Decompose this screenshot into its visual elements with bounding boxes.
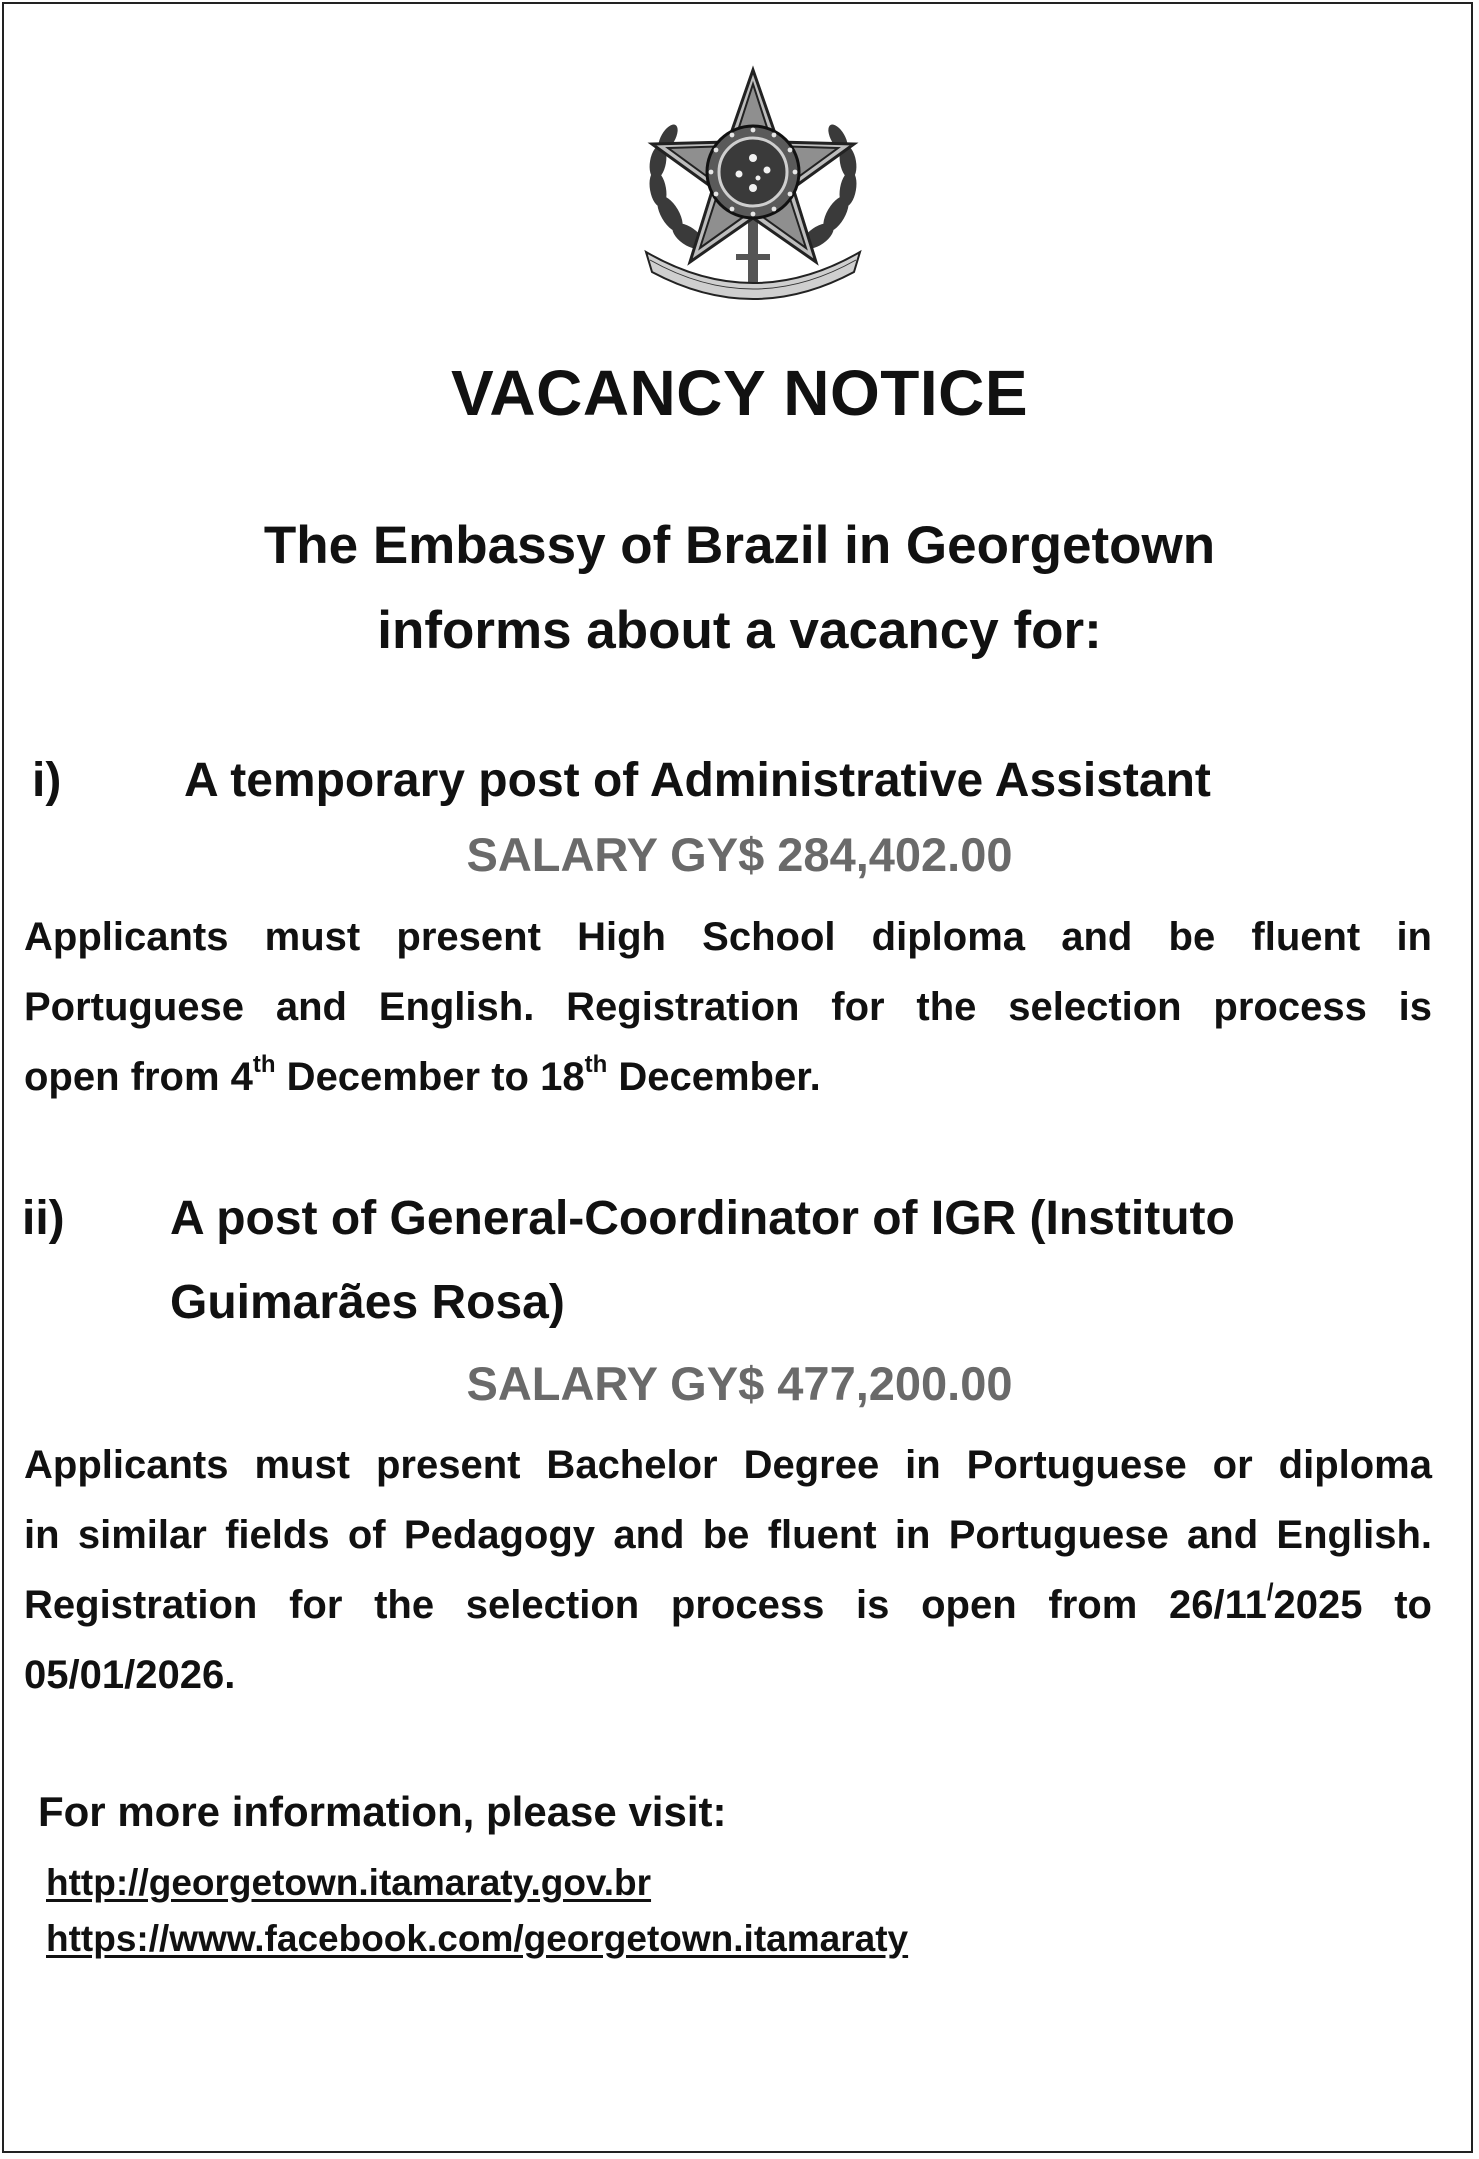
vacancy-1-salary: SALARY GY$ 284,402.00: [466, 828, 1013, 881]
notice-subtitle-line1: The Embassy of Brazil in Georgetown: [263, 516, 1216, 575]
notice-title: VACANCY NOTICE: [450, 357, 1029, 429]
vacancy-2-number: ii): [22, 1192, 65, 1245]
vacancy-1-post-title: A temporary post of Administrative Assistant: [184, 754, 1211, 807]
more-info-heading: For more information, please visit:: [38, 1788, 727, 1835]
itamaraty-website-link[interactable]: http://georgetown.itamaraty.gov.br: [46, 1862, 652, 1903]
vacancy-1-requirements: [24, 902, 1432, 1112]
vacancy-2-end-date: 05/01/2026.: [24, 1653, 236, 1697]
vacancy-2-text-line: in similar fields of Pedagogy and be fluent in Portuguese and English.: [24, 1513, 1432, 1557]
vacancy-1-registration-dates: open from 4th December to 18th December.: [24, 1050, 821, 1099]
brazil-coat-of-arms-logo: [628, 64, 878, 308]
vacancy-1-text-line: Portuguese and English. Registration for the selection process is: [24, 985, 1432, 1029]
vacancy-2-text-line: Applicants must present Bachelor Degree in Portuguese or diploma: [24, 1443, 1432, 1487]
vacancy-1-text-line: Applicants must present High School diploma and be fluent in: [24, 915, 1432, 959]
vacancy-2-post-title-line2: Guimarães Rosa): [170, 1276, 565, 1329]
vacancy-2-registration-dates: Registration for the selection process is open from 26/11/2025 to: [24, 1578, 1432, 1627]
facebook-page-link[interactable]: https://www.facebook.com/georgetown.itamaraty: [46, 1918, 909, 1959]
vacancy-2-post-title-line1: A post of General-Coordinator of IGR (Instituto: [170, 1192, 1235, 1245]
vacancy-2-salary: SALARY GY$ 477,200.00: [466, 1357, 1013, 1410]
vacancy-1-number: i): [32, 754, 62, 807]
notice-subtitle-line2: informs about a vacancy for:: [377, 601, 1102, 660]
vacancy-2-requirements: [24, 1430, 1432, 1710]
